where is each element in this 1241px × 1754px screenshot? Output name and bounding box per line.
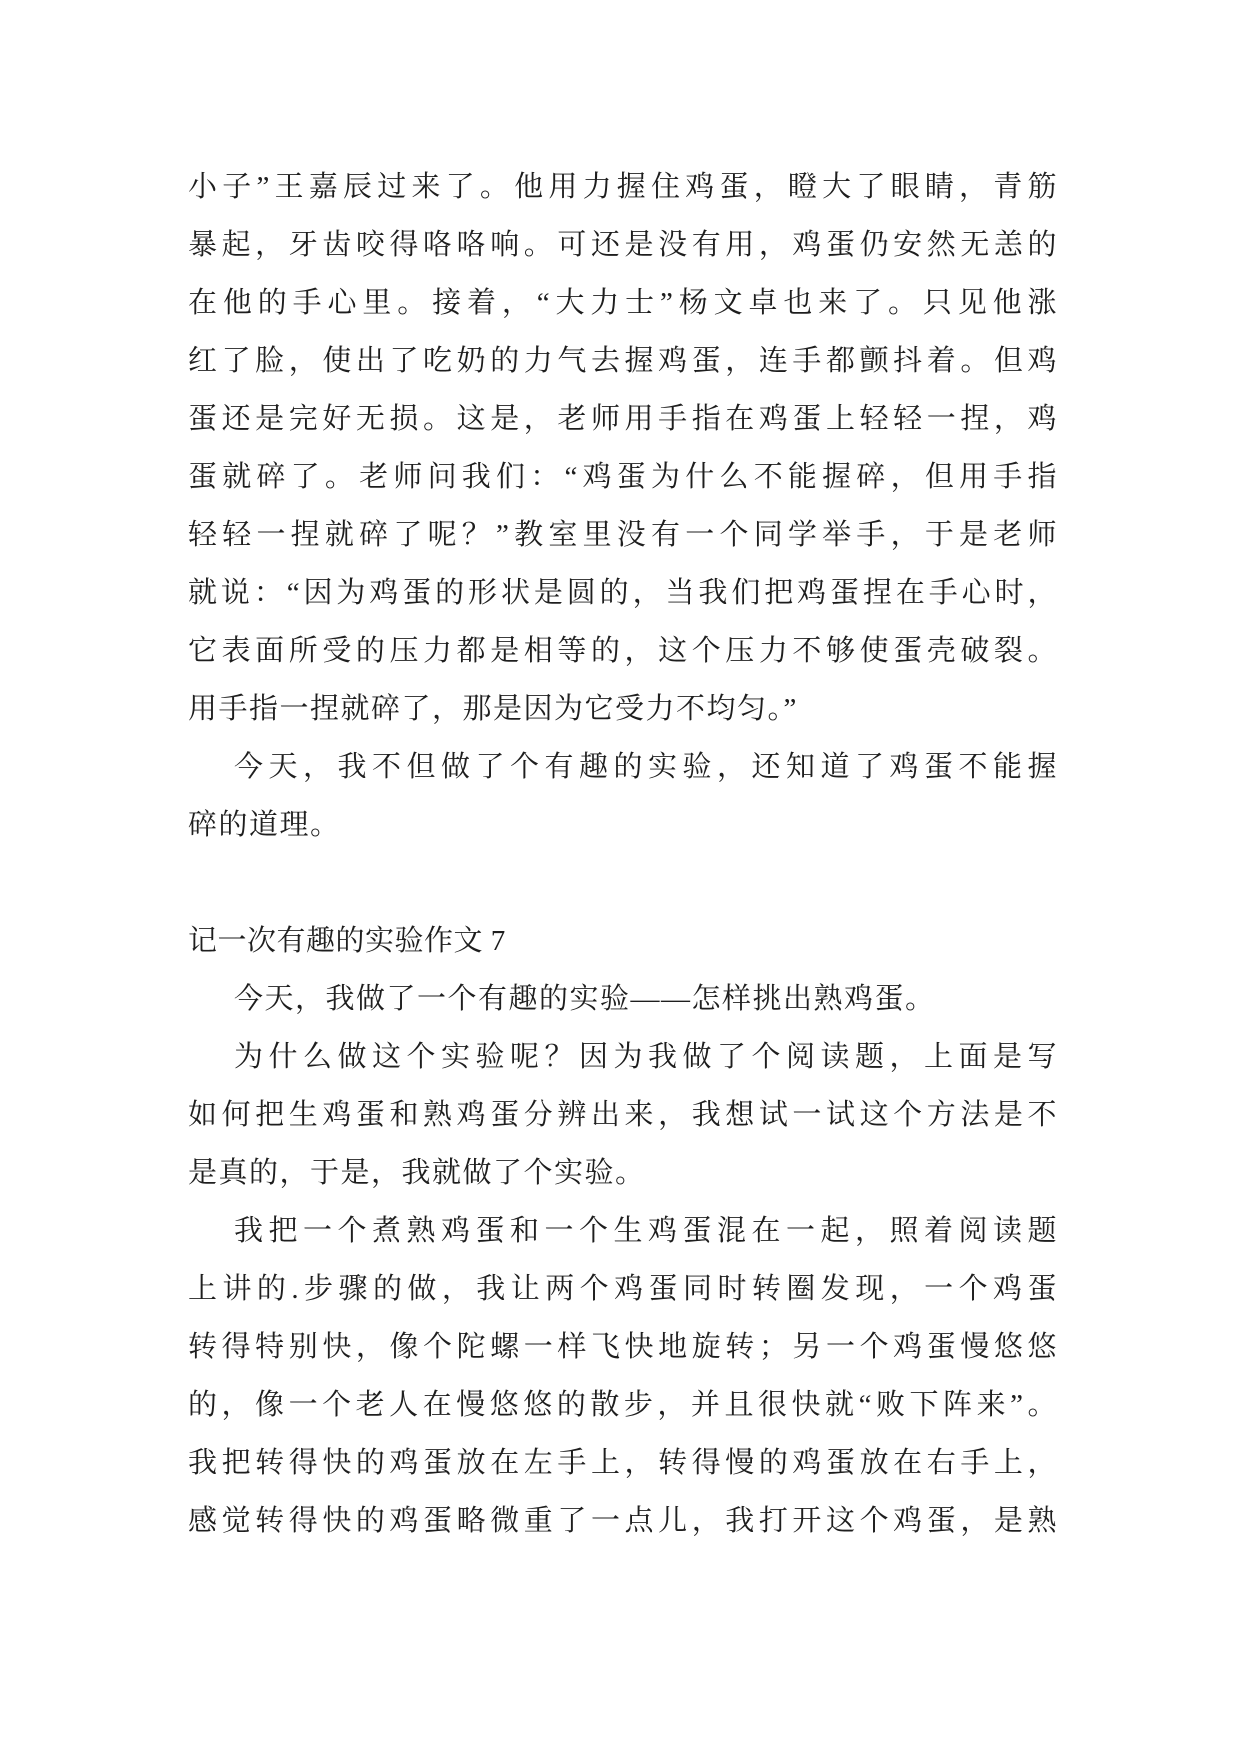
text-line: 蛋就碎了。老师问我们：“鸡蛋为什么不能握碎，但用手指 <box>188 461 1058 493</box>
text-line: 上讲的.步骤的做，我让两个鸡蛋同时转圈发现，一个鸡蛋 <box>188 1273 1058 1305</box>
text-line: 如何把生鸡蛋和熟鸡蛋分辨出来，我想试一试这个方法是不 <box>188 1099 1058 1131</box>
text-line: 就说：“因为鸡蛋的形状是圆的，当我们把鸡蛋捏在手心时， <box>188 577 1058 609</box>
text-line: 红了脸，使出了吃奶的力气去握鸡蛋，连手都颤抖着。但鸡 <box>188 345 1058 377</box>
text-line: 它表面所受的压力都是相等的，这个压力不够使蛋壳破裂。 <box>188 635 1058 667</box>
text-line: 暴起，牙齿咬得咯咯响。可还是没有用，鸡蛋仍安然无恙的 <box>188 229 1058 261</box>
text-line: 轻轻一捏就碎了呢？”教室里没有一个同学举手，于是老师 <box>188 519 1058 551</box>
essay-title: 记一次有趣的实验作文 7 <box>188 925 506 957</box>
paragraph-first-line: 今天，我做了一个有趣的实验——怎样挑出熟鸡蛋。 <box>234 983 936 1015</box>
text-line: 用手指一捏就碎了，那是因为它受力不均匀。” <box>188 693 798 725</box>
text-line: 蛋还是完好无损。这是，老师用手指在鸡蛋上轻轻一捏，鸡 <box>188 403 1058 435</box>
text-line: 小子”王嘉辰过来了。他用力握住鸡蛋，瞪大了眼睛，青筋 <box>188 171 1058 203</box>
paragraph-first-line: 为什么做这个实验呢？因为我做了个阅读题，上面是写 <box>234 1041 1058 1073</box>
essay-7-body <box>188 970 1058 1550</box>
text-line: 我把转得快的鸡蛋放在左手上，转得慢的鸡蛋放在右手上， <box>188 1447 1058 1479</box>
text-line: 的，像一个老人在慢悠悠的散步，并且很快就“败下阵来”。 <box>188 1389 1058 1421</box>
text-line: 转得特别快，像个陀螺一样飞快地旋转；另一个鸡蛋慢悠悠 <box>188 1331 1058 1363</box>
text-line: 是真的，于是，我就做了个实验。 <box>188 1157 646 1189</box>
text-line: 在他的手心里。接着，“大力士”杨文卓也来了。只见他涨 <box>188 287 1058 319</box>
paragraph-first-line: 我把一个煮熟鸡蛋和一个生鸡蛋混在一起，照着阅读题 <box>234 1215 1058 1247</box>
essay-continuation <box>188 158 1058 854</box>
document-page <box>188 158 1058 1550</box>
text-line: 感觉转得快的鸡蛋略微重了一点儿，我打开这个鸡蛋，是熟 <box>188 1505 1058 1537</box>
paragraph-first-line: 今天，我不但做了个有趣的实验，还知道了鸡蛋不能握 <box>234 751 1058 783</box>
text-line: 碎的道理。 <box>188 809 341 841</box>
